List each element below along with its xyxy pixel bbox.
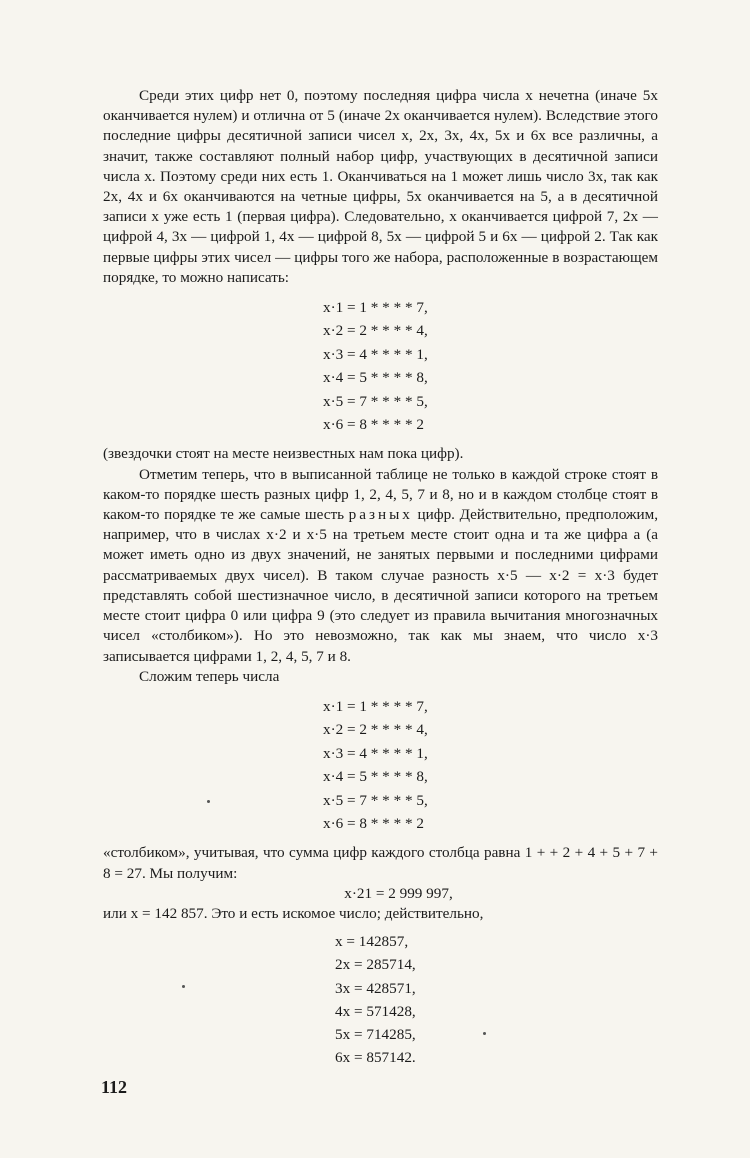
- page-number: 112: [101, 1077, 128, 1097]
- equation-table-2: [103, 695, 658, 835]
- paragraph-3-part-a: Отметим теперь, что в выписанной таблице не только в каждой строке стоят в каком-то порядке шесть разных цифр 1, 2, 4, 5, 7 и 8, но и в каждом столбце стоят в каком-то порядке те же самые шесть: [103, 465, 658, 524]
- paragraph-2: (звездочки стоят на месте неизвестных нам пока цифр).: [103, 445, 464, 463]
- equation-table-1: [103, 296, 658, 436]
- result-row: 2x = 285714,: [335, 956, 416, 974]
- table1-row: x·5 = 7 * * * * 5,: [323, 392, 428, 410]
- result-row: 3x = 428571,: [335, 979, 416, 997]
- result-row: 6x = 857142.: [335, 1049, 416, 1067]
- table2-row: x·6 = 8 * * * * 2: [323, 814, 424, 832]
- table2-row: x·2 = 2 * * * * 4,: [323, 721, 428, 739]
- table1-row: x·3 = 4 * * * * 1,: [323, 345, 428, 363]
- page-body: [103, 86, 658, 1069]
- print-speck: [207, 800, 210, 803]
- sum-equation: x·21 = 2 999 997,: [344, 884, 453, 902]
- table1-row: x·6 = 8 * * * * 2: [323, 416, 424, 434]
- paragraph-3-part-b: цифр. Действительно, предположим, например, что в числах x·2 и x·5 на третьем месте стоит одна и та же цифра a (a может иметь одно из двух значений, не занятых первыми и последними цифрами рассматриваемых двух чисел). В таком случае разность x·5 — x·2 = x·3 будет представлять собой шестизначное число, в десятичной записи которого на третьем месте стоит цифра 0 или цифра 9 (это следует из правила вычитания многозначных чисел «столбиком»). Но это невозможно, так как мы знаем, что число x·3 записывается цифрами 1, 2, 4, 5, 7 и 8.: [103, 506, 658, 665]
- table1-row: x·4 = 5 * * * * 8,: [323, 369, 428, 387]
- table2-row: x·3 = 4 * * * * 1,: [323, 744, 428, 762]
- result-row: x = 142857,: [335, 933, 409, 951]
- result-row: 5x = 714285,: [335, 1025, 416, 1043]
- print-speck: [483, 1032, 486, 1035]
- paragraph-4: Сложим теперь числа: [139, 667, 280, 685]
- table2-row: x·5 = 7 * * * * 5,: [323, 791, 428, 809]
- print-speck: [182, 985, 185, 988]
- table1-row: x·1 = 1 * * * * 7,: [323, 299, 428, 317]
- table2-row: x·4 = 5 * * * * 8,: [323, 768, 428, 786]
- table2-row: x·1 = 1 * * * * 7,: [323, 697, 428, 715]
- paragraph-1: Среди этих цифр нет 0, поэтому последняя цифра числа x нечетна (иначе 5x оканчивается нулем) и отлична от 5 (иначе 2x оканчивается нулем). Вследствие этого последние цифры десятичной записи чисел x, 2x, 3x, 4x, 5x и 6x все различны, а значит, также составляют полный набор цифр, участвующих в десятичной записи числа x. Поэтому среди них есть 1. Оканчиваться на 1 может лишь число 3x, так как 2x, 4x и 6x оканчиваются на четные цифры, 5x оканчивается на 5, а в десятичной записи x уже есть 1 (первая цифра). Следовательно, x оканчивается цифрой 7, 2x — цифрой 4, 3x — цифрой 1, 4x — цифрой 8, 5x — цифрой 5 и 6x — цифрой 2. Так как первые цифры этих чисел — цифры того же набора, расположенные в возрастающем порядке, то можно написать:: [103, 87, 658, 286]
- results-table: [103, 930, 658, 1069]
- paragraph-3: [103, 465, 658, 667]
- paragraph-6: или x = 142 857. Это и есть искомое число; действительно,: [103, 904, 484, 922]
- result-row: 4x = 571428,: [335, 1002, 416, 1020]
- paragraph-3-spaced-word: разных: [348, 506, 413, 524]
- paragraph-5: «столбиком», учитывая, что сумма цифр каждого столбца равна 1 + + 2 + 4 + 5 + 7 + 8 = 27. Мы получим:: [103, 844, 658, 882]
- table1-row: x·2 = 2 * * * * 4,: [323, 322, 428, 340]
